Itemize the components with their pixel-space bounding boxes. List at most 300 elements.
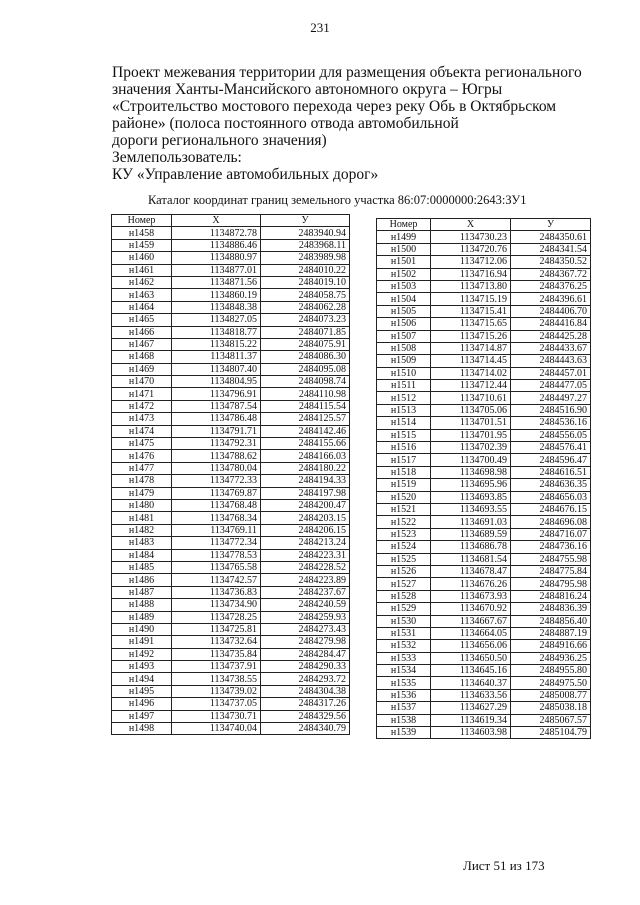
y-coordinate-cell: 2484887.19 xyxy=(511,627,591,639)
point-number-cell: н1518 xyxy=(377,466,431,478)
x-coordinate-cell: 1134689.59 xyxy=(431,528,511,540)
y-coordinate-cell: 2484497.27 xyxy=(511,392,591,404)
y-coordinate-cell: 2484367.72 xyxy=(511,268,591,280)
point-number-cell: н1501 xyxy=(377,256,431,268)
y-coordinate-cell: 2484237.67 xyxy=(261,586,350,598)
table-row xyxy=(112,376,350,388)
table-row xyxy=(112,723,350,735)
table-row xyxy=(112,499,350,511)
y-coordinate-cell: 2484425.28 xyxy=(511,330,591,342)
table-row xyxy=(112,326,350,338)
point-number-cell: н1505 xyxy=(377,305,431,317)
table-row xyxy=(112,363,350,375)
x-coordinate-cell: 1134818.77 xyxy=(172,326,261,338)
table-row xyxy=(377,603,591,615)
x-coordinate-cell: 1134768.48 xyxy=(172,499,261,511)
x-coordinate-cell: 1134676.26 xyxy=(431,578,511,590)
table-row xyxy=(377,454,591,466)
x-coordinate-cell: 1134710.61 xyxy=(431,392,511,404)
y-coordinate-cell: 2484656.03 xyxy=(511,491,591,503)
x-coordinate-cell: 1134698.98 xyxy=(431,466,511,478)
x-coordinate-cell: 1134787.54 xyxy=(172,400,261,412)
point-number-cell: н1461 xyxy=(112,264,172,276)
table-row xyxy=(377,479,591,491)
x-coordinate-cell: 1134656.06 xyxy=(431,640,511,652)
y-coordinate-cell: 2485008.77 xyxy=(511,689,591,701)
table-row xyxy=(377,516,591,528)
heading-line: Землепользователь: xyxy=(112,149,242,166)
point-number-cell: н1490 xyxy=(112,623,172,635)
x-coordinate-cell: 1134736.83 xyxy=(172,586,261,598)
y-coordinate-cell: 2484206.15 xyxy=(261,524,350,536)
point-number-cell: н1487 xyxy=(112,586,172,598)
y-coordinate-cell: 2484795.98 xyxy=(511,578,591,590)
point-number-cell: н1494 xyxy=(112,673,172,685)
point-number-cell: н1529 xyxy=(377,603,431,615)
x-coordinate-cell: 1134815.22 xyxy=(172,338,261,350)
x-coordinate-cell: 1134713.80 xyxy=(431,280,511,292)
y-coordinate-cell: 2484194.33 xyxy=(261,475,350,487)
table-header-row xyxy=(377,219,591,231)
table-row xyxy=(377,727,591,739)
table-row xyxy=(112,574,350,586)
y-coordinate-cell: 2484406.70 xyxy=(511,305,591,317)
point-number-cell: н1528 xyxy=(377,590,431,602)
table-row xyxy=(377,528,591,540)
y-coordinate-cell: 2484098.74 xyxy=(261,376,350,388)
x-coordinate-cell: 1134693.55 xyxy=(431,503,511,515)
point-number-cell: н1511 xyxy=(377,380,431,392)
table-row xyxy=(112,661,350,673)
heading-line: КУ «Управление автомобильных дорог» xyxy=(112,166,379,183)
y-coordinate-cell: 2484166.03 xyxy=(261,450,350,462)
point-number-cell: н1492 xyxy=(112,648,172,660)
point-number-cell: н1533 xyxy=(377,652,431,664)
x-coordinate-cell: 1134678.47 xyxy=(431,565,511,577)
point-number-cell: н1531 xyxy=(377,627,431,639)
table-row xyxy=(112,438,350,450)
table-row xyxy=(112,252,350,264)
y-coordinate-cell: 2484576.41 xyxy=(511,442,591,454)
x-coordinate-cell: 1134664.05 xyxy=(431,627,511,639)
column-header-y: У xyxy=(511,219,591,231)
x-coordinate-cell: 1134645.16 xyxy=(431,665,511,677)
x-coordinate-cell: 1134730.23 xyxy=(431,231,511,243)
x-coordinate-cell: 1134860.19 xyxy=(172,289,261,301)
point-number-cell: н1481 xyxy=(112,512,172,524)
y-coordinate-cell: 2484071.85 xyxy=(261,326,350,338)
table-row xyxy=(377,702,591,714)
x-coordinate-cell: 1134811.37 xyxy=(172,351,261,363)
catalog-title: Каталог координат границ земельного участка 86:07:0000000:2643:ЗУ1 xyxy=(148,193,527,207)
table-row xyxy=(112,289,350,301)
point-number-cell: н1500 xyxy=(377,243,431,255)
y-coordinate-cell: 2484228.52 xyxy=(261,561,350,573)
table-header-row xyxy=(112,215,350,227)
point-number-cell: н1460 xyxy=(112,252,172,264)
y-coordinate-cell: 2484350.52 xyxy=(511,256,591,268)
point-number-cell: н1515 xyxy=(377,429,431,441)
point-number-cell: н1520 xyxy=(377,491,431,503)
y-coordinate-cell: 2484142.46 xyxy=(261,425,350,437)
column-header-number: Номер xyxy=(377,219,431,231)
x-coordinate-cell: 1134714.87 xyxy=(431,342,511,354)
y-coordinate-cell: 2484110.98 xyxy=(261,388,350,400)
y-coordinate-cell: 2484836.39 xyxy=(511,603,591,615)
x-coordinate-cell: 1134871.56 xyxy=(172,276,261,288)
x-coordinate-cell: 1134788.62 xyxy=(172,450,261,462)
x-coordinate-cell: 1134738.55 xyxy=(172,673,261,685)
y-coordinate-cell: 2484396.61 xyxy=(511,293,591,305)
x-coordinate-cell: 1134732.64 xyxy=(172,636,261,648)
y-coordinate-cell: 2484736.16 xyxy=(511,541,591,553)
y-coordinate-cell: 2484200.47 xyxy=(261,499,350,511)
x-coordinate-cell: 1134650.50 xyxy=(431,652,511,664)
heading-line: «Строительство мостового перехода через реку Обь в Октябрьском xyxy=(112,98,557,115)
point-number-cell: н1536 xyxy=(377,689,431,701)
x-coordinate-cell: 1134712.44 xyxy=(431,380,511,392)
table-row xyxy=(112,685,350,697)
y-coordinate-cell: 2484304.38 xyxy=(261,685,350,697)
x-coordinate-cell: 1134768.34 xyxy=(172,512,261,524)
point-number-cell: н1539 xyxy=(377,727,431,739)
document-heading xyxy=(112,64,582,183)
y-coordinate-cell: 2484433.67 xyxy=(511,342,591,354)
table-row xyxy=(112,561,350,573)
point-number-cell: н1485 xyxy=(112,561,172,573)
point-number-cell: н1482 xyxy=(112,524,172,536)
y-coordinate-cell: 2484955.80 xyxy=(511,665,591,677)
point-number-cell: н1509 xyxy=(377,355,431,367)
y-coordinate-cell: 2484010.22 xyxy=(261,264,350,276)
point-number-cell: н1483 xyxy=(112,537,172,549)
y-coordinate-cell: 2484223.89 xyxy=(261,574,350,586)
x-coordinate-cell: 1134714.45 xyxy=(431,355,511,367)
y-coordinate-cell: 2484213.24 xyxy=(261,537,350,549)
x-coordinate-cell: 1134730.71 xyxy=(172,710,261,722)
point-number-cell: н1496 xyxy=(112,698,172,710)
table-row xyxy=(112,462,350,474)
y-coordinate-cell: 2484329.56 xyxy=(261,710,350,722)
table-row xyxy=(377,330,591,342)
table-row xyxy=(112,487,350,499)
table-row xyxy=(112,314,350,326)
x-coordinate-cell: 1134715.19 xyxy=(431,293,511,305)
table-row xyxy=(112,512,350,524)
y-coordinate-cell: 2484616.51 xyxy=(511,466,591,478)
point-number-cell: н1472 xyxy=(112,400,172,412)
y-coordinate-cell: 2484259.93 xyxy=(261,611,350,623)
y-coordinate-cell: 2484457.01 xyxy=(511,367,591,379)
x-coordinate-cell: 1134693.85 xyxy=(431,491,511,503)
y-coordinate-cell: 2484341.54 xyxy=(511,243,591,255)
y-coordinate-cell: 2484676.15 xyxy=(511,503,591,515)
x-coordinate-cell: 1134772.34 xyxy=(172,537,261,549)
table-row xyxy=(377,305,591,317)
table-row xyxy=(112,239,350,251)
x-coordinate-cell: 1134701.95 xyxy=(431,429,511,441)
point-number-cell: н1480 xyxy=(112,499,172,511)
coordinates-table-right xyxy=(376,218,591,739)
y-coordinate-cell: 2484536.16 xyxy=(511,417,591,429)
table-row xyxy=(377,392,591,404)
point-number-cell: н1532 xyxy=(377,640,431,652)
x-coordinate-cell: 1134848.38 xyxy=(172,301,261,313)
y-coordinate-cell: 2484240.59 xyxy=(261,599,350,611)
table-row xyxy=(377,665,591,677)
table-row xyxy=(377,404,591,416)
x-coordinate-cell: 1134778.53 xyxy=(172,549,261,561)
y-coordinate-cell: 2484916.66 xyxy=(511,640,591,652)
table-row xyxy=(112,276,350,288)
table-row xyxy=(377,541,591,553)
x-coordinate-cell: 1134739.02 xyxy=(172,685,261,697)
point-number-cell: н1468 xyxy=(112,351,172,363)
table-row xyxy=(112,301,350,313)
y-coordinate-cell: 2484816.24 xyxy=(511,590,591,602)
point-number-cell: н1479 xyxy=(112,487,172,499)
y-coordinate-cell: 2484279.98 xyxy=(261,636,350,648)
y-coordinate-cell: 2484516.90 xyxy=(511,404,591,416)
x-coordinate-cell: 1134725.81 xyxy=(172,623,261,635)
table-row xyxy=(377,677,591,689)
point-number-cell: н1475 xyxy=(112,438,172,450)
table-row xyxy=(377,293,591,305)
x-coordinate-cell: 1134681.54 xyxy=(431,553,511,565)
point-number-cell: н1508 xyxy=(377,342,431,354)
table-row xyxy=(112,351,350,363)
x-coordinate-cell: 1134686.78 xyxy=(431,541,511,553)
table-row xyxy=(112,264,350,276)
table-row xyxy=(112,227,350,239)
point-number-cell: н1477 xyxy=(112,462,172,474)
x-coordinate-cell: 1134714.02 xyxy=(431,367,511,379)
x-coordinate-cell: 1134772.33 xyxy=(172,475,261,487)
x-coordinate-cell: 1134691.03 xyxy=(431,516,511,528)
x-coordinate-cell: 1134734.90 xyxy=(172,599,261,611)
point-number-cell: н1527 xyxy=(377,578,431,590)
table-row xyxy=(377,503,591,515)
table-row xyxy=(377,491,591,503)
table-row xyxy=(112,586,350,598)
y-coordinate-cell: 2484716.07 xyxy=(511,528,591,540)
x-coordinate-cell: 1134737.05 xyxy=(172,698,261,710)
table-row xyxy=(112,648,350,660)
y-coordinate-cell: 2484290.33 xyxy=(261,661,350,673)
point-number-cell: н1526 xyxy=(377,565,431,577)
point-number-cell: н1524 xyxy=(377,541,431,553)
table-row xyxy=(377,652,591,664)
x-coordinate-cell: 1134603.98 xyxy=(431,727,511,739)
table-row xyxy=(377,268,591,280)
y-coordinate-cell: 2484073.23 xyxy=(261,314,350,326)
table-row xyxy=(112,537,350,549)
point-number-cell: н1506 xyxy=(377,318,431,330)
point-number-cell: н1499 xyxy=(377,231,431,243)
y-coordinate-cell: 2484075.91 xyxy=(261,338,350,350)
point-number-cell: н1516 xyxy=(377,442,431,454)
x-coordinate-cell: 1134742.57 xyxy=(172,574,261,586)
point-number-cell: н1467 xyxy=(112,338,172,350)
table-row xyxy=(112,450,350,462)
table-row xyxy=(377,640,591,652)
x-coordinate-cell: 1134780.04 xyxy=(172,462,261,474)
y-coordinate-cell: 2484284.47 xyxy=(261,648,350,660)
table-row xyxy=(112,524,350,536)
y-coordinate-cell: 2484340.79 xyxy=(261,723,350,735)
table-row xyxy=(112,623,350,635)
point-number-cell: н1521 xyxy=(377,503,431,515)
table-row xyxy=(112,636,350,648)
table-row xyxy=(377,466,591,478)
table-row xyxy=(377,280,591,292)
point-number-cell: н1512 xyxy=(377,392,431,404)
table-row xyxy=(377,355,591,367)
point-number-cell: н1503 xyxy=(377,280,431,292)
point-number-cell: н1513 xyxy=(377,404,431,416)
x-coordinate-cell: 1134700.49 xyxy=(431,454,511,466)
heading-line: значения Ханты-Мансийского автономного округа – Югры xyxy=(112,81,503,98)
table-row xyxy=(112,413,350,425)
point-number-cell: н1464 xyxy=(112,301,172,313)
table-row xyxy=(377,627,591,639)
table-row xyxy=(377,615,591,627)
y-coordinate-cell: 2484058.75 xyxy=(261,289,350,301)
x-coordinate-cell: 1134737.91 xyxy=(172,661,261,673)
point-number-cell: н1476 xyxy=(112,450,172,462)
x-coordinate-cell: 1134715.26 xyxy=(431,330,511,342)
point-number-cell: н1535 xyxy=(377,677,431,689)
table-row xyxy=(377,565,591,577)
y-coordinate-cell: 2484775.84 xyxy=(511,565,591,577)
x-coordinate-cell: 1134716.94 xyxy=(431,268,511,280)
y-coordinate-cell: 2485104.79 xyxy=(511,727,591,739)
point-number-cell: н1504 xyxy=(377,293,431,305)
y-coordinate-cell: 2484197.98 xyxy=(261,487,350,499)
table-row xyxy=(377,578,591,590)
column-header-x: X xyxy=(431,219,511,231)
x-coordinate-cell: 1134715.65 xyxy=(431,318,511,330)
y-coordinate-cell: 2484019.10 xyxy=(261,276,350,288)
x-coordinate-cell: 1134827.05 xyxy=(172,314,261,326)
table-row xyxy=(112,599,350,611)
point-number-cell: н1534 xyxy=(377,665,431,677)
table-row xyxy=(377,318,591,330)
x-coordinate-cell: 1134619.34 xyxy=(431,714,511,726)
point-number-cell: н1497 xyxy=(112,710,172,722)
sheet-number: Лист 51 из 173 xyxy=(463,858,545,873)
table-row xyxy=(377,342,591,354)
table-row xyxy=(377,429,591,441)
x-coordinate-cell: 1134804.95 xyxy=(172,376,261,388)
y-coordinate-cell: 2484755.98 xyxy=(511,553,591,565)
point-number-cell: н1488 xyxy=(112,599,172,611)
y-coordinate-cell: 2484477.05 xyxy=(511,380,591,392)
x-coordinate-cell: 1134695.96 xyxy=(431,479,511,491)
table-row xyxy=(377,553,591,565)
y-coordinate-cell: 2484095.08 xyxy=(261,363,350,375)
y-coordinate-cell: 2484350.61 xyxy=(511,231,591,243)
y-coordinate-cell: 2484856.40 xyxy=(511,615,591,627)
table-row xyxy=(377,243,591,255)
x-coordinate-cell: 1134705.06 xyxy=(431,404,511,416)
y-coordinate-cell: 2484115.54 xyxy=(261,400,350,412)
table-row xyxy=(377,689,591,701)
y-coordinate-cell: 2484443.63 xyxy=(511,355,591,367)
table-row xyxy=(377,714,591,726)
y-coordinate-cell: 2484223.31 xyxy=(261,549,350,561)
point-number-cell: н1537 xyxy=(377,702,431,714)
x-coordinate-cell: 1134769.11 xyxy=(172,524,261,536)
x-coordinate-cell: 1134791.71 xyxy=(172,425,261,437)
point-number-cell: н1519 xyxy=(377,479,431,491)
x-coordinate-cell: 1134673.93 xyxy=(431,590,511,602)
point-number-cell: н1486 xyxy=(112,574,172,586)
point-number-cell: н1538 xyxy=(377,714,431,726)
x-coordinate-cell: 1134735.84 xyxy=(172,648,261,660)
point-number-cell: н1491 xyxy=(112,636,172,648)
x-coordinate-cell: 1134765.58 xyxy=(172,561,261,573)
table-row xyxy=(112,673,350,685)
coordinates-table-left xyxy=(111,214,350,735)
y-coordinate-cell: 2484416.84 xyxy=(511,318,591,330)
y-coordinate-cell: 2484180.22 xyxy=(261,462,350,474)
x-coordinate-cell: 1134670.92 xyxy=(431,603,511,615)
point-number-cell: н1473 xyxy=(112,413,172,425)
point-number-cell: н1459 xyxy=(112,239,172,251)
y-coordinate-cell: 2483989.98 xyxy=(261,252,350,264)
table-row xyxy=(112,549,350,561)
point-number-cell: н1502 xyxy=(377,268,431,280)
y-coordinate-cell: 2484155.66 xyxy=(261,438,350,450)
point-number-cell: н1462 xyxy=(112,276,172,288)
table-row xyxy=(112,425,350,437)
x-coordinate-cell: 1134796.91 xyxy=(172,388,261,400)
table-row xyxy=(112,611,350,623)
point-number-cell: н1458 xyxy=(112,227,172,239)
x-coordinate-cell: 1134640.37 xyxy=(431,677,511,689)
x-coordinate-cell: 1134667.67 xyxy=(431,615,511,627)
y-coordinate-cell: 2484696.08 xyxy=(511,516,591,528)
x-coordinate-cell: 1134701.51 xyxy=(431,417,511,429)
point-number-cell: н1523 xyxy=(377,528,431,540)
point-number-cell: н1466 xyxy=(112,326,172,338)
column-header-y: У xyxy=(261,215,350,227)
point-number-cell: н1517 xyxy=(377,454,431,466)
x-coordinate-cell: 1134880.97 xyxy=(172,252,261,264)
point-number-cell: н1530 xyxy=(377,615,431,627)
x-coordinate-cell: 1134786.48 xyxy=(172,413,261,425)
x-coordinate-cell: 1134633.56 xyxy=(431,689,511,701)
point-number-cell: н1495 xyxy=(112,685,172,697)
y-coordinate-cell: 2484273.43 xyxy=(261,623,350,635)
y-coordinate-cell: 2484293.72 xyxy=(261,673,350,685)
page-number: 231 xyxy=(310,20,330,35)
y-coordinate-cell: 2483968.11 xyxy=(261,239,350,251)
table-row xyxy=(112,400,350,412)
heading-line: Проект межевания территории для размещения объекта регионального xyxy=(112,64,582,81)
y-coordinate-cell: 2485067.57 xyxy=(511,714,591,726)
x-coordinate-cell: 1134792.31 xyxy=(172,438,261,450)
y-coordinate-cell: 2484975.50 xyxy=(511,677,591,689)
heading-line: дороги регионального значения) xyxy=(112,132,327,149)
x-coordinate-cell: 1134872.78 xyxy=(172,227,261,239)
point-number-cell: н1463 xyxy=(112,289,172,301)
x-coordinate-cell: 1134807.40 xyxy=(172,363,261,375)
table-row xyxy=(377,367,591,379)
table-row xyxy=(112,388,350,400)
point-number-cell: н1469 xyxy=(112,363,172,375)
